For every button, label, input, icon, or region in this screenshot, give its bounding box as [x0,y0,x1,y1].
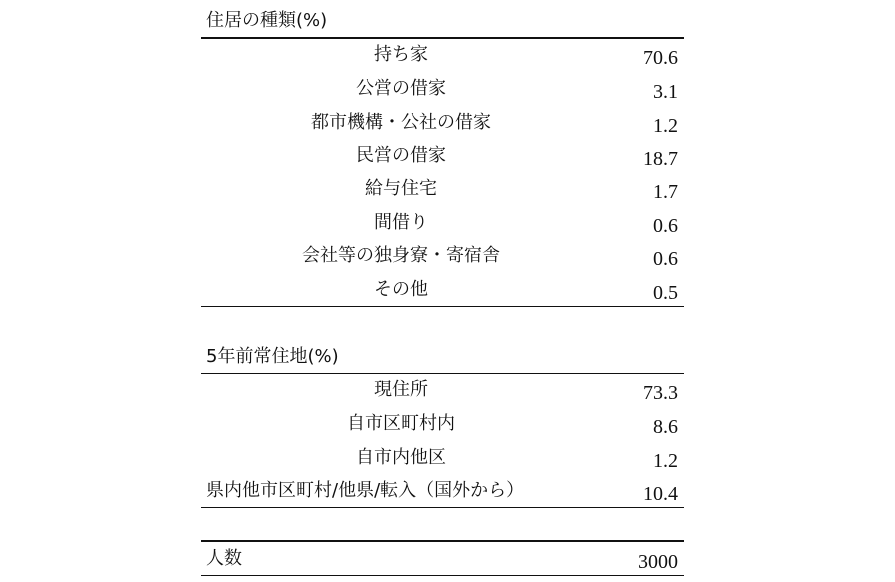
row-value: 18.7 [643,148,678,170]
row-value: 1.2 [653,450,678,472]
row-label: 自市内他区 [356,447,446,468]
table-row [201,441,684,474]
total-value: 3000 [638,551,678,573]
row-value: 0.5 [653,282,678,304]
row-label: 自市区町村内 [347,413,455,434]
row-value: 1.7 [653,181,678,203]
table-row [201,373,684,406]
table-row [201,474,684,507]
row-value: 0.6 [653,215,678,237]
row-value: 73.3 [643,382,678,404]
row-label: 現住所 [374,379,428,400]
table-row [201,139,684,172]
table-row [201,172,684,205]
row-label: その他 [374,279,428,300]
housing-bottom-rule [201,306,684,307]
table-row [201,72,684,105]
row-label: 持ち家 [374,44,428,65]
table-row [201,38,684,71]
row-value: 3.1 [653,81,678,103]
table-row [201,206,684,239]
row-label: 都市機構・公社の借家 [311,112,491,133]
row-label: 県内他市区町村/他県/転入（国外から） [206,480,525,501]
housing-section-title: 住居の種類(%) [206,10,328,31]
row-label: 公営の借家 [356,78,446,99]
row-value: 8.6 [653,416,678,438]
table-row [201,273,684,306]
total-label: 人数 [206,548,242,569]
total-row [201,542,684,575]
row-label: 民営の借家 [356,145,446,166]
row-label: 間借り [374,212,428,233]
row-label: 給与住宅 [365,178,437,199]
row-value: 0.6 [653,248,678,270]
row-value: 70.6 [643,47,678,69]
table-row [201,106,684,139]
row-value: 1.2 [653,115,678,137]
row-value: 10.4 [643,483,678,505]
row-label: 会社等の独身寮・寄宿舎 [302,245,500,266]
residence-bottom-rule [201,507,684,508]
total-bottom-rule [201,575,684,576]
table-row [201,407,684,440]
residence-section-title: 5年前常住地(%) [206,346,339,367]
table-row [201,239,684,272]
